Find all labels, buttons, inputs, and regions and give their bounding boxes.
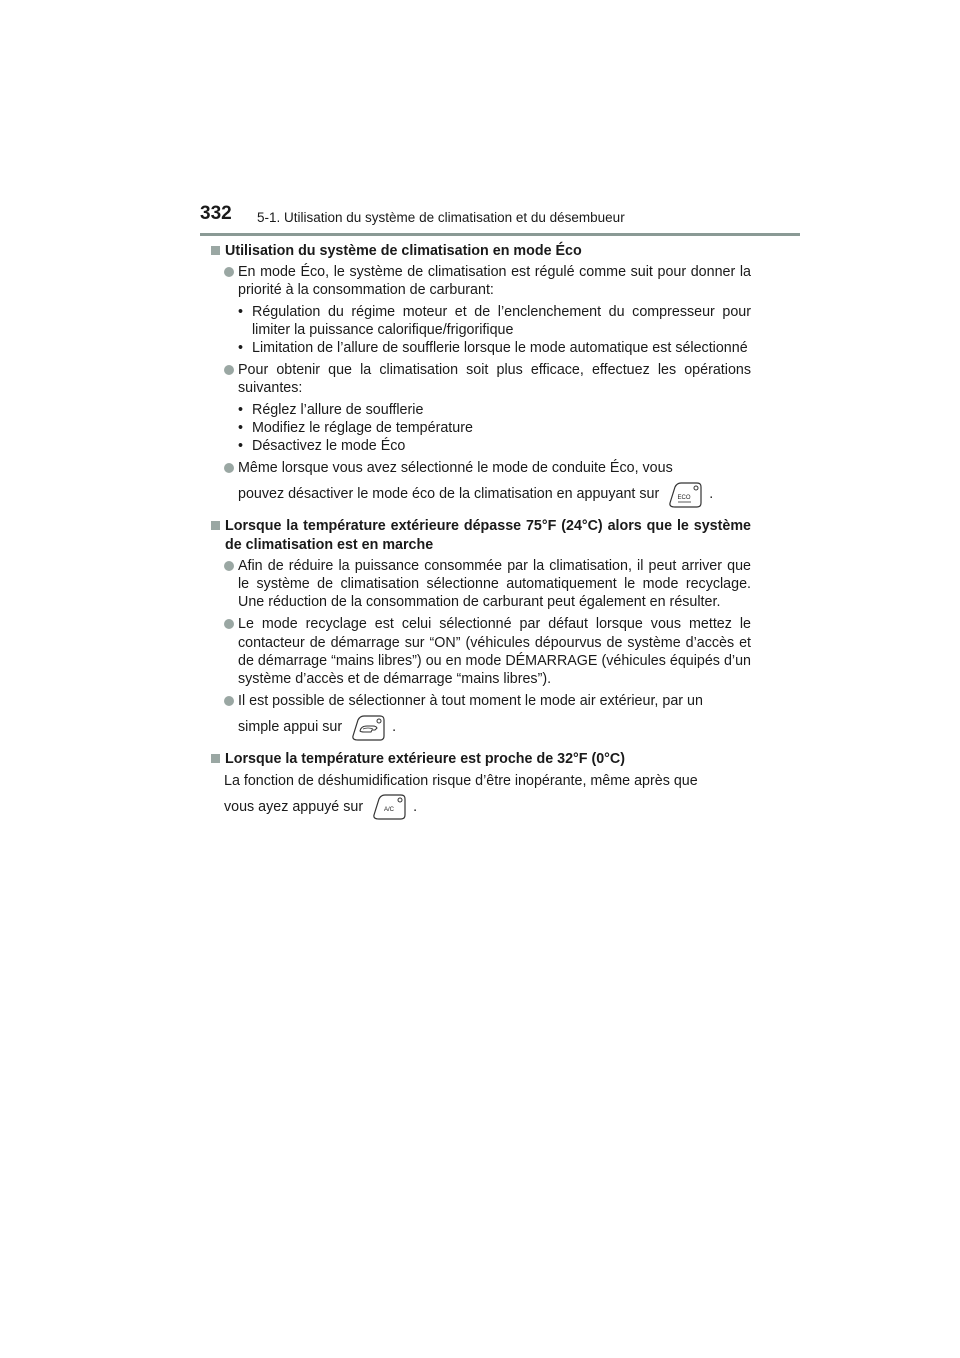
list-item (211, 459, 751, 511)
sub-list (238, 401, 751, 456)
page-number: 332 (200, 203, 232, 224)
round-bullet-icon (224, 696, 234, 706)
sub-list-item: • Réglez l’allure de soufflerie (238, 401, 424, 418)
page-content (211, 242, 751, 830)
round-bullet-icon (224, 561, 234, 571)
square-bullet-icon (211, 246, 220, 255)
sub-list-item: • Régulation du régime moteur et de l’enclenchement du compresseur pour limiter la puissance calorifique/frigorifique (238, 303, 751, 338)
square-bullet-icon (211, 754, 220, 763)
round-bullet-icon (224, 365, 234, 375)
section-title: Lorsque la température extérieure dépasse 75°F (24°C) alors que le système de climatisation est en marche (211, 517, 751, 553)
item-text-continued: pouvez désactiver le mode éco de la climatisation en appuyant sur ECO . (238, 477, 751, 511)
list-item (211, 263, 751, 357)
list-item (211, 361, 751, 455)
section-title: Lorsque la température extérieure est proche de 32°F (0°C) (211, 750, 751, 768)
section-text: La fonction de déshumidification risque d’être inopérante, même après que (224, 772, 698, 789)
list-item (211, 557, 751, 612)
item-text: En mode Éco, le système de climatisation est régulé comme suit pour donner la priorité à la consommation de carburant: (238, 264, 751, 299)
round-bullet-icon (224, 463, 234, 473)
sub-list-item: • Désactivez le mode Éco (238, 438, 406, 455)
page-header (200, 203, 800, 237)
ac-button-icon (371, 793, 409, 821)
list-item (211, 692, 751, 744)
chapter-title: 5-1. Utilisation du système de climatisation et du désembueur (257, 210, 625, 225)
section-high-temperature (211, 517, 751, 744)
eco-label: ECO (677, 494, 691, 501)
header-rule (200, 233, 800, 236)
list-item (211, 615, 751, 688)
item-text: Afin de réduire la puissance consommée par la climatisation, il peut arriver que le système de climatisation sélectionne automatiquement le mode recyclage. Une réduction de la consommation de carburant peut également en résulter. (238, 557, 751, 611)
sub-list-item: • Modifiez le réglage de température (238, 419, 473, 436)
sub-list-item: • Limitation de l’allure de soufflerie lorsque le mode automatique est sélectionné (238, 340, 748, 357)
item-text: Même lorsque vous avez sélectionné le mode de conduite Éco, vous (238, 460, 673, 477)
item-text: Il est possible de sélectionner à tout moment le mode air extérieur, par un (238, 693, 703, 710)
section-eco-mode (211, 242, 751, 511)
item-text: Pour obtenir que la climatisation soit plus efficace, effectuez les opérations suivantes: (238, 362, 751, 397)
sub-list (238, 303, 751, 358)
section-text-continued: vous ayez appuyé sur A/C . (211, 790, 751, 824)
eco-mode-button-icon (667, 481, 705, 509)
recirculation-button-icon (350, 714, 388, 742)
item-text: Le mode recyclage est celui sélectionné par défaut lorsque vous mettez le contacteur de démarrage sur “ON” (véhicules dépourvus de système d’accès et de démarrage “mains libres”) ou en mode DÉMARRAGE (véhicules équipés d’un système d’accès et de démarrage “mains libres”). (238, 616, 751, 688)
square-bullet-icon (211, 521, 220, 530)
section-title: Utilisation du système de climatisation en mode Éco (211, 242, 751, 260)
section-low-temperature (211, 750, 751, 823)
round-bullet-icon (224, 267, 234, 277)
round-bullet-icon (224, 619, 234, 629)
ac-label: A/C (384, 807, 395, 814)
item-text-continued: simple appui sur . (238, 710, 751, 744)
